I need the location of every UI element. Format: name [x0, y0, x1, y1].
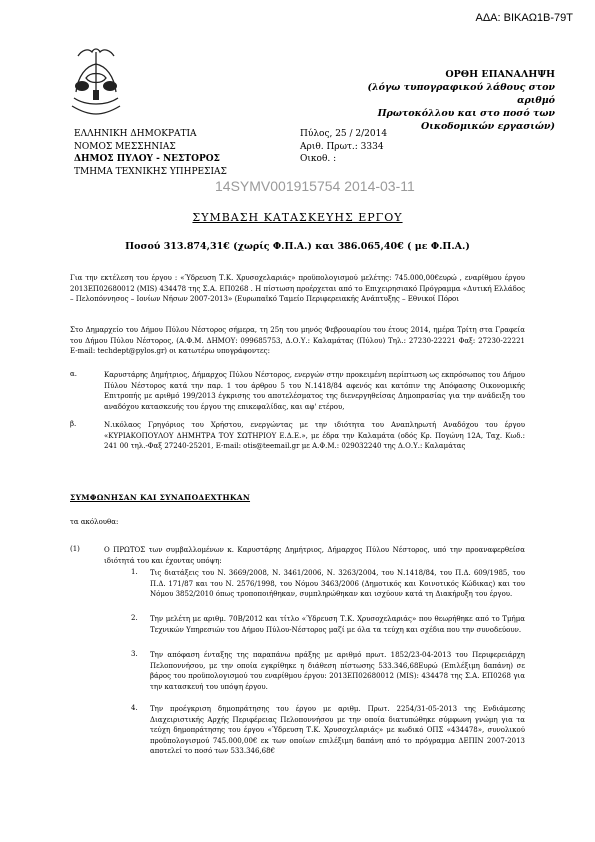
issuer-department: ΤΜΗΜΑ ΤΕΧΝΙΚΗΣ ΥΠΗΡΕΣΙΑΣ [74, 166, 227, 177]
clause-1-label: (1) [70, 545, 80, 553]
correction-note [355, 68, 555, 133]
subclause-text: Την μελέτη με αριθμ. 70Β/2012 και τίτλο «Ύδρευση Τ.Κ. Χρυσοχελαριάς» που θεωρήθηκε από το Τμήμα Τεχνικών Υπηρεσιών του Δήμου Πύλου-Νέστορος μαζί με όλα τα τεύχη και σχέδια που την συνοδεύουν. [150, 615, 525, 634]
document-title: ΣΥΜΒΑΣΗ ΚΑΤΑΣΚΕΥΗΣ ΕΡΓΟΥ [192, 211, 403, 224]
record-number: Οικοθ. : [300, 154, 337, 164]
greek-republic-emblem [58, 42, 134, 122]
signing-paragraph: Στο Δημαρχείο του Δήμου Πύλου Νέστορος σήμερα, τη 25η του μηνός Φεβρουαρίου του έτους 2014, ημέρα Τρίτη στα Γραφεία του Δήμου Πύλου Νέστορος, (Α.Φ.Μ. ΔΗΜΟΥ: 099685753, Δ.Ο.Υ.: Καλαμάτας (Πύλου) Τηλ.: 27230-22221 Φαξ: 27230-22221 E-mail: techdept@pylos.gr) οι κατωτέρω υπογράφοντες: [70, 326, 525, 355]
project-intro: Για την εκτέλεση του έργου : «Ύδρευση Τ.Κ. Χρυσοχελαριάς» προϋπολογισμού μελέτης: 745.000,00€ευρώ , εναρίθμου έργου 2013ΕΠ02680012 (ΜΙS) 434478 της Σ.Α. ΕΠ0268 . Η πίστωση προέρχεται από το Επιχειρησιακό Πρόγραμμα «Δυτική Ελλάδος – Πελοπόννησος – Ιονίων Νήσων 2007-2013» (Ευρωπαϊκό Ταμείο Περιφερειακής Ανάπτυξης – Εθνικοί Πόροι [70, 274, 525, 303]
correction-line: Πρωτοκόλλου και στο ποσό των [377, 108, 555, 119]
agreement-heading: ΣΥΜΦΩΝΗΣΑΝ ΚΑΙ ΣΥΝΑΠΟΔΕΧΤΗΚΑΝ [70, 493, 251, 502]
subclause-text: Τις διατάξεις του Ν. 3669/2008, Ν. 3461/2006, Ν. 3263/2004, του Ν.1418/84, του Π.Δ. 609/1985, του Π.Δ. 171/87 και του Ν. 2576/1998, του Νόμου 3463/2006 (Δημοτικός και Κοινοτικός Κώδικας) και του Νόμου 3852/2010 όπως τροποποιήθηκαν, συμπληρώθηκαν και ισχύουν κατά τη Διακήρυξη του έργου. [150, 569, 525, 598]
correction-line: Οικοδομικών εργασιών) [420, 121, 555, 132]
subclause-text: Την προέγκριση δημοπράτησης του έργου με αριθμ. Πρωτ. 2254/31-05-2013 της Ενδιάμεσης Διαχειριστικής Αρχής Περιφέρειας Πελοποννήσου με την οποία διατυπώθηκε σύμφωνη γνώμη για τα τεύχη δημοπράτησης του έργου «Ύδρευση Τ.Κ. Χρυσοχελαριάς» με κωδικό ΟΠΣ «434478», συνολικού προϋπολογισμού 745.000,00€ εκ των οποίων επιλέξιμη δαπάνη από το πρόγραμμα ΔΕΠΙΝ 2007-2013 αποτελεί το ποσό των 533.346,68€ [150, 705, 525, 755]
issuer-block [74, 128, 227, 178]
following-label: τα ακόλουθα: [70, 518, 119, 526]
party-b-text: Ν.ικόλαος Γρηγόριος του Χρήστου, ενεργώντας με την ιδιότητα του Αναπληρωτή Αναδόχου του έργου «ΚΥΡΙΑΚΟΠΟΥΛΟΥ ΔΗΜΗΤΡΑ ΤΟΥ ΣΩΤΗΡΙΟΥ Ε.Δ.Ε.», με έδρα την Καλαμάτα (οδός Κρ. Πογώνη 12Α, Ταχ. Κωδ.: 241 00 τηλ.-Φαξ 27240-25201, E-mail: otis@teemail.gr με Α.Φ.Μ.: 029032240 της Δ.Ο.Υ.: Καλαμάτας [104, 421, 525, 450]
contract-amount: Ποσού 313.874,31€ (χωρίς Φ.Π.Α.) και 386.065,40€ ( με Φ.Π.Α.) [125, 241, 470, 252]
place-date: Πύλος, 25 / 2/2014 [300, 129, 388, 139]
party-a-label: α. [70, 370, 77, 378]
clause-1-text: Ο ΠΡΩΤΟΣ των συμβαλλομένων κ. Καρυστάρης Δημήτριος, Δήμαρχος Πύλου Νέστορος, υπό την προαναφερθείσα ιδιότητά του και έχοντας υπόψη: [104, 546, 525, 565]
reference-block [300, 128, 387, 166]
issuer-municipality: ΔΗΜΟΣ ΠΥΛΟΥ - ΝΕΣΤΟΡΟΣ [74, 154, 220, 164]
correction-title: ΟΡΘΗ ΕΠΑΝΑΛΗΨΗ [445, 69, 555, 80]
subclause-number: 3. [131, 650, 138, 658]
subclause-number: 4. [131, 704, 138, 712]
ada-code: ΑΔΑ: ΒΙΚΑΩ1Β-79Τ [475, 12, 573, 24]
issuer-country: ΕΛΛΗΝΙΚΗ ΔΗΜΟΚΡΑΤΙΑ [74, 129, 197, 139]
party-a-text: Καρυστάρης Δημήτριος, Δήμαρχος Πύλου Νέστορος, ενεργών στην προκειμένη περίπτωση ως εκπρόσωπος του Δήμου Πύλου Νέστορος κατά την παρ. 1 του άρθρου 5 του Ν.1418/84 αφενός και κατόπιν της Απόφασης Οικονομικής Επιτροπής με αριθμό 199/2013 έγκρισης του αποτελέσματος της διενεργηθείσας Δημοπρασίας για την ανάδειξη του αναδόχου κατασκευής του έργου της επικεφαλίδας, και αφ' ετέρου, [104, 371, 525, 411]
party-b-label: β. [70, 420, 77, 428]
correction-line: (λόγω τυπογραφικού λάθους στον αριθμό [367, 82, 555, 106]
subclause-number: 1. [131, 568, 138, 576]
issuer-prefecture: ΝΟΜΟΣ ΜΕΣΣΗΝΙΑΣ [74, 141, 176, 152]
subclause-text: Την απόφαση ένταξης της παραπάνω πράξης με αριθμό πρωτ. 1852/23-04-2013 του Περιφερειάρχη Πελοποννήσου, με την οποία εγκρίθηκε η διάθεση πίστωσης 533.346,68Ευρώ (Επιλέξιμη δαπάνη) σε βάρος του προϋπολογισμού του εναρίθμου έργου: 2013ΕΠ02680012 (MIS): 434478 της Σ.Α. ΕΠ0268 για την κατασκευή του υπόψη έργου. [150, 651, 525, 691]
subclause-number: 2. [131, 614, 138, 622]
diavgeia-stamp: 14SYMV001915754 2014-03-11 [215, 178, 415, 194]
protocol-number: Αριθ. Πρωτ.: 3334 [300, 141, 384, 152]
